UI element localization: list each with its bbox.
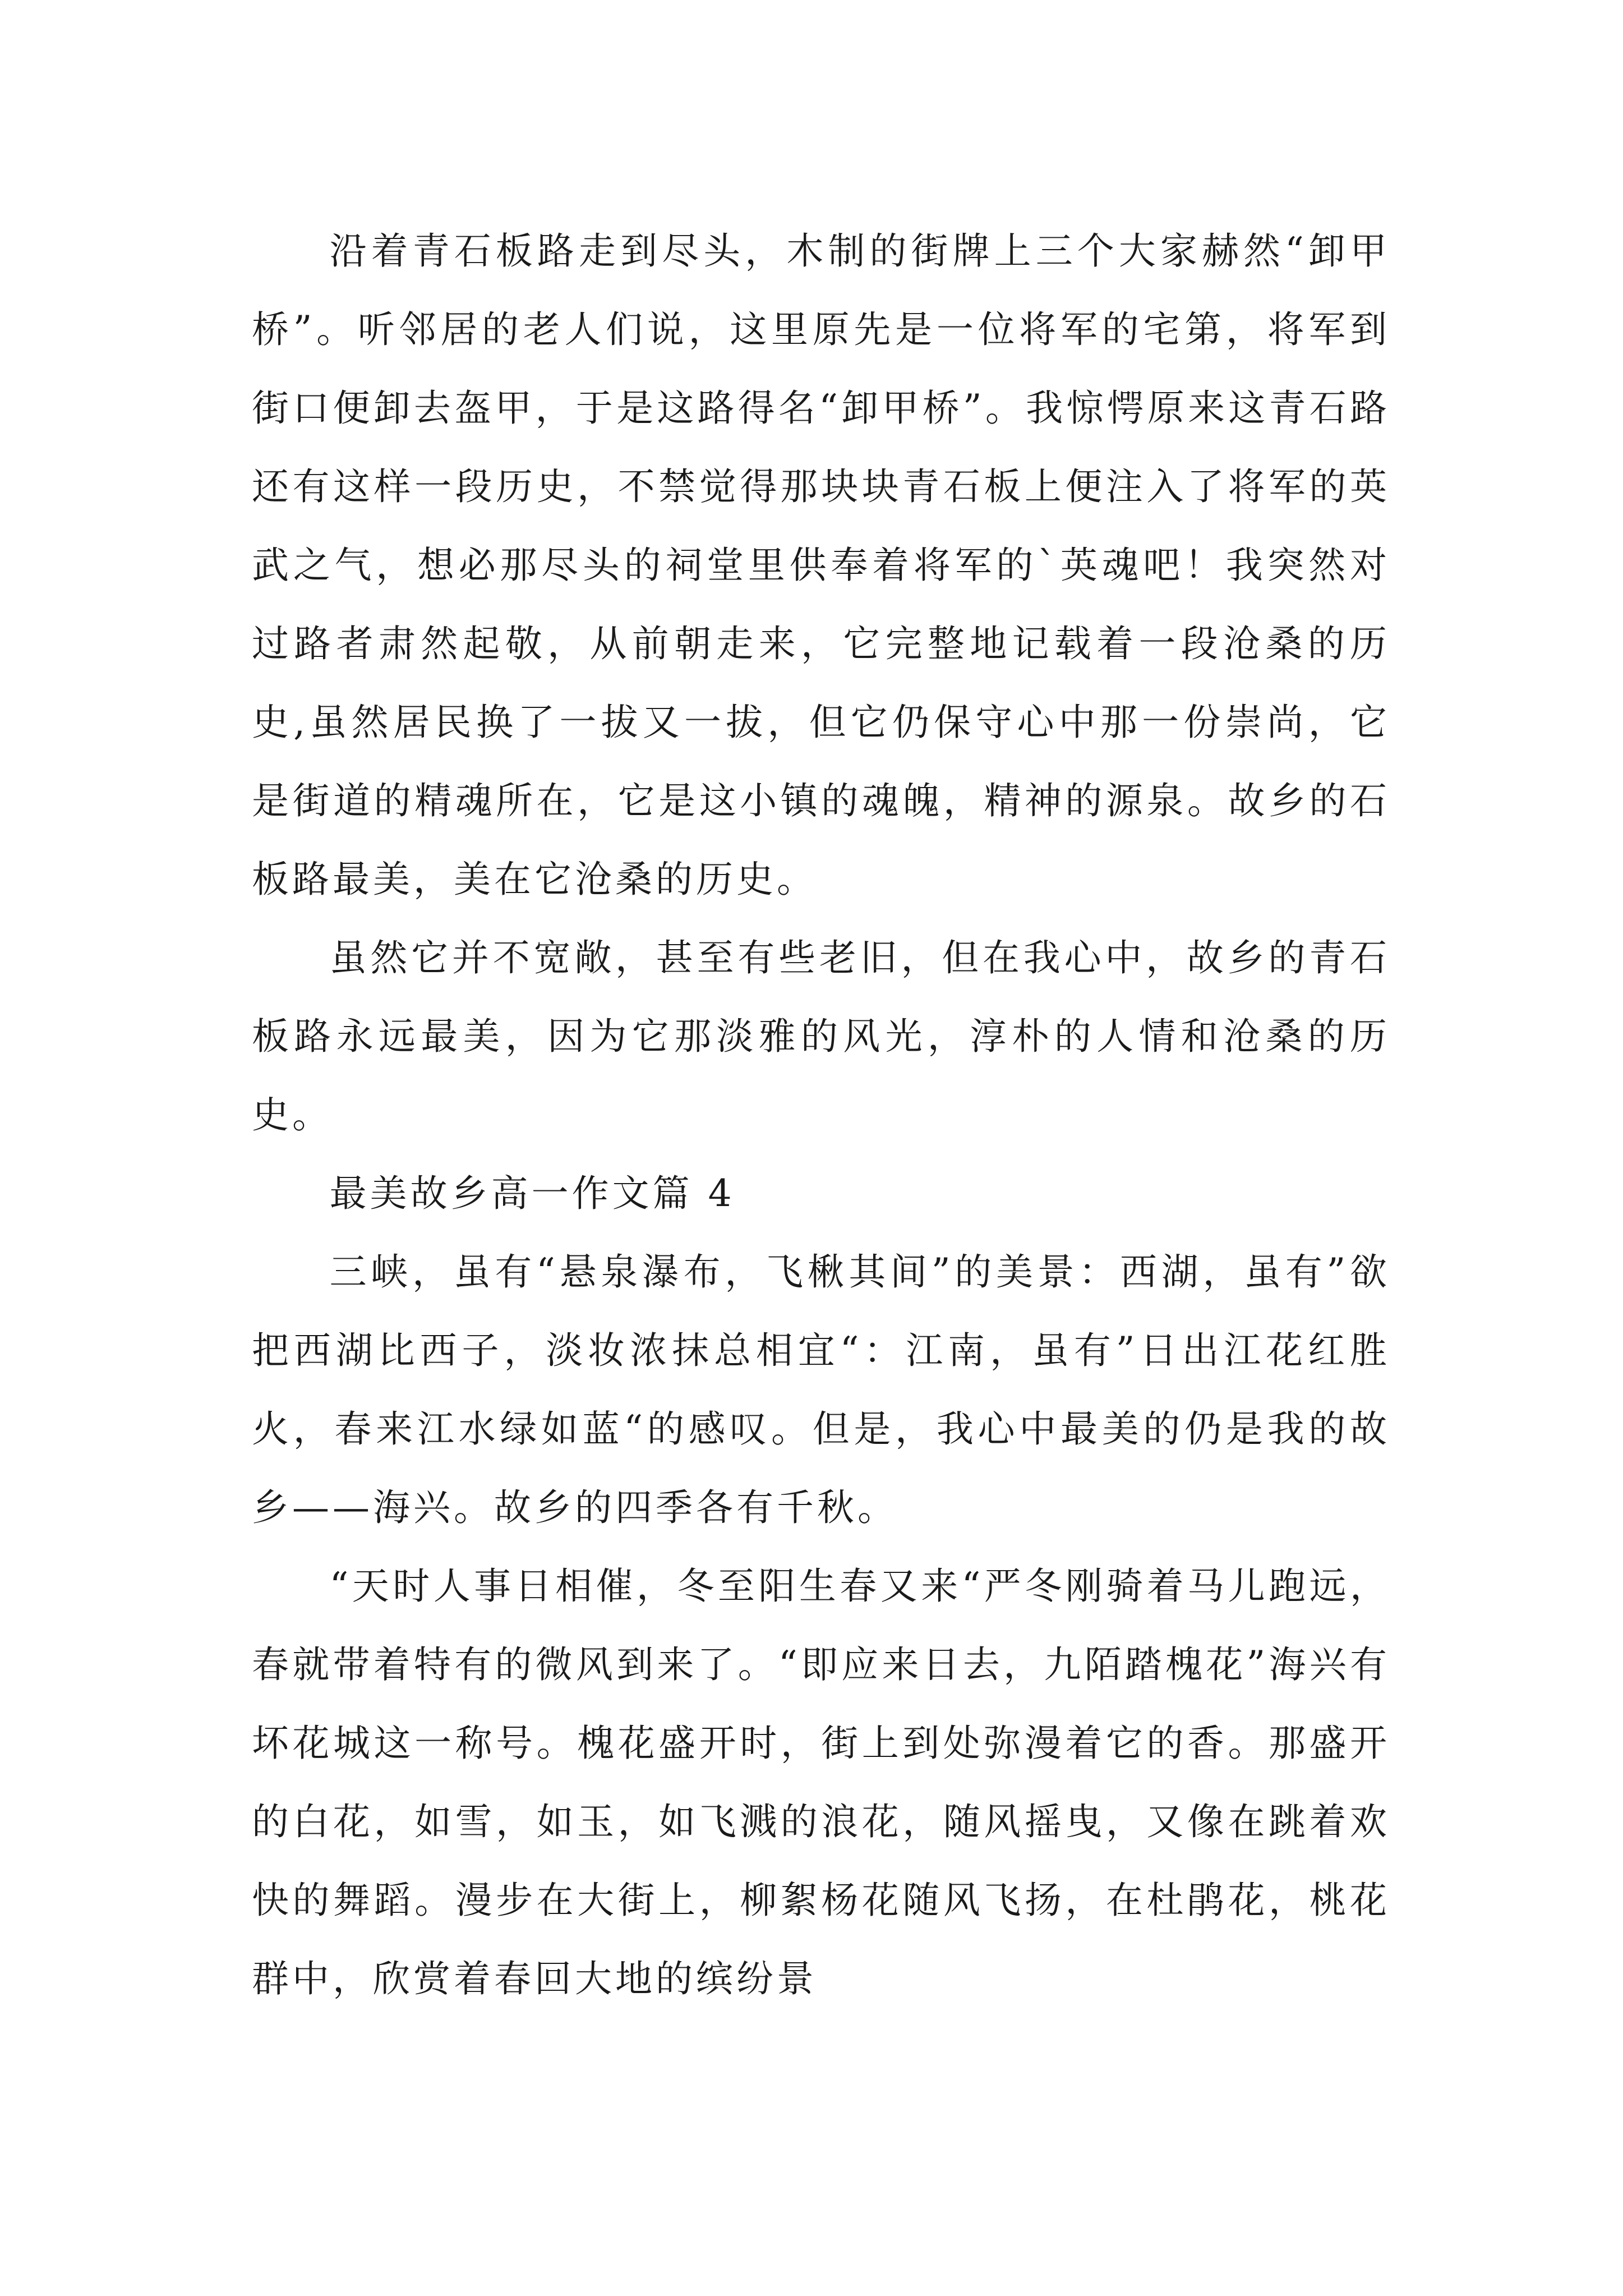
paragraph-stone-road-beauty: 虽然它并不宽敞，甚至有些老旧，但在我心中，故乡的青石板路永远最美，因为它那淡雅的风光，淳朴的人情和沧桑的历史。 <box>252 936 1390 1137</box>
section-heading: 最美故乡高一作文篇 4 <box>329 1172 735 1215</box>
paragraph-xiejia-bridge-history: 沿着青石板路走到尽头，木制的街牌上三个大家赫然“卸甲桥”。听邻居的老人们说，这里原先是一位将军的宅第，将军到街口便卸去盔甲，于是这路得名“卸甲桥”。我惊愕原来这青石路还有这样一段历史，不禁觉得那块块青石板上便注入了将军的英武之气，想必那尽头的祠堂里供奉着将军的`英魂吧！我突然对过路者肃然起敬，从前朝走来，它完整地记载着一段沧桑的历史,虽然居民换了一拔又一拔，但它仍保守心中那一份崇尚，它是街道的精魂所在，它是这小镇的魂魄，精神的源泉。故乡的石板路最美，美在它沧桑的历史。 <box>252 229 1390 901</box>
paragraph-spring-scenery: “天时人事日相催，冬至阳生春又来“严冬刚骑着马儿跑远，春就带着特有的微风到来了。“即应来日去，九陌踏槐花”海兴有坏花城这一称号。槐花盛开时，街上到处弥漫着它的香。那盛开的白花，如雪，如玉，如飞溅的浪花，随风摇曳，又像在跳着欢快的舞蹈。漫步在大街上，柳絮杨花随风飞扬，在杜鹃花，桃花群中，欣赏着春回大地的缤纷景 <box>252 1565 1390 2000</box>
article-body <box>252 212 1390 2018</box>
paragraph-hometown-haixing: 三峡，虽有“悬泉瀑布，飞楸其间”的美景：西湖，虽有”欲把西湖比西子，淡妆浓抹总相宜“：江南，虽有”日出江花红胜火，春来江水绿如蓝“的感叹。但是，我心中最美的仍是我的故乡——海兴。故乡的四季各有千秋。 <box>252 1250 1390 1529</box>
